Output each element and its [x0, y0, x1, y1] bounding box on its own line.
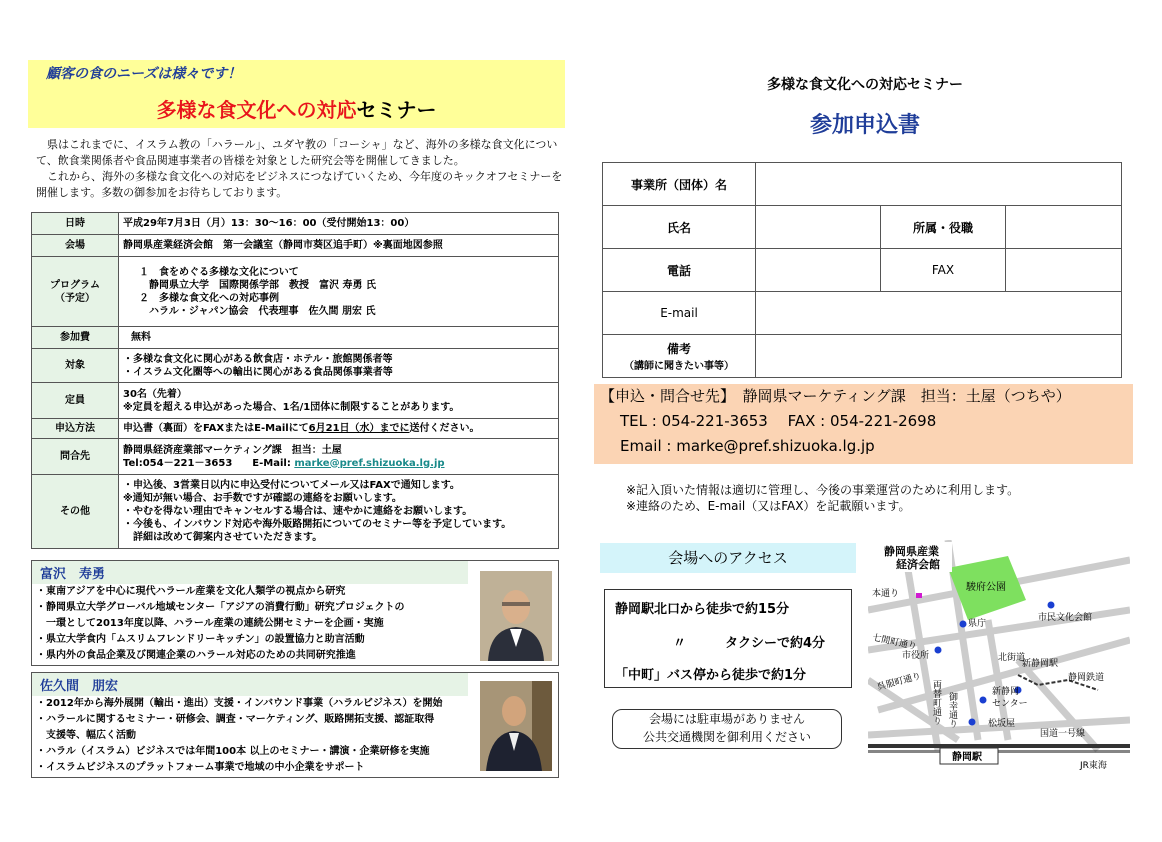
map-venue-label-1: 静岡県産業: [884, 545, 939, 558]
map-gofuku-label: 呉服町通り: [876, 671, 923, 693]
inquiry-email-link[interactable]: marke@pref.shizuoka.lg.jp: [294, 457, 445, 469]
inquiry-value: [119, 439, 559, 475]
sakuma-portrait-icon: [480, 681, 552, 771]
program-label: [32, 257, 119, 327]
name-label: 氏名: [603, 206, 756, 249]
access-heading: 会場へのアクセス: [600, 543, 856, 573]
profile-tomizawa-name: 富沢 寿勇: [32, 561, 468, 584]
access-line-2b: タクシーで約4分: [725, 636, 826, 651]
sakuma-photo: [480, 681, 552, 771]
profile-sakuma-line-4: ・ハラル（イスラム）ビジネスでは年間100本 以上のセミナー・講演・企業研修を実施: [36, 746, 430, 757]
program-label-main: プログラム: [50, 279, 100, 291]
capacity-line-1: 30名（先着）: [123, 388, 187, 400]
fax-field[interactable]: [1006, 249, 1122, 292]
contact-line-2: TEL : 054-221-3653 FAX : 054-221-2698: [620, 412, 937, 430]
remarks-field[interactable]: [756, 335, 1122, 378]
other-line-3: ・やむを得ない理由でキャンセルする場合は、速やかに連絡をお願いします。: [123, 506, 473, 517]
venue-value: 静岡県産業経済会館 第一会議室（静岡市葵区追手町）※裏面地図参照: [119, 235, 559, 257]
map-shinshizuoka-center-label-2: センター: [992, 699, 1028, 709]
map-shiyakusho-label: 市役所: [902, 651, 930, 661]
other-line-5: 詳細は改めて御案内させていただきます。: [123, 532, 323, 543]
target-line-2: ・イスラム文化圏等への輸出に関心がある食品関係事業者等: [123, 366, 393, 378]
tomizawa-photo: [480, 571, 552, 661]
intro-paragraph-2: これから、海外の多様な食文化への対応をビジネスにつなげていくため、今年度のキックオフセミナーを開催します。多数の御参加をお待ちしております。: [36, 170, 563, 199]
email-label: E-mail: [603, 292, 756, 335]
profile-tomizawa: [31, 560, 559, 666]
program-line-3: ２ 多様な食文化への対応事例: [139, 292, 279, 304]
remarks-label: [603, 335, 756, 378]
seminar-info-table: [31, 212, 559, 549]
program-label-sub: （予定）: [55, 292, 95, 304]
map-shinshizuoka-center-label-1: 新静岡: [992, 687, 1020, 697]
access-box: [604, 589, 852, 688]
apply-pre: 申込書（裏面）をFAXまたはE-Mailにて: [123, 423, 309, 434]
date-label: 日時: [32, 213, 119, 235]
access-map-svg: [868, 540, 1130, 770]
parking-line-1: 会場には駐車場がありません: [648, 712, 805, 726]
fee-label: 参加費: [32, 327, 119, 349]
tomizawa-portrait-icon: [480, 571, 552, 661]
apply-label: 申込方法: [32, 419, 119, 439]
target-line-1: ・多様な食文化に関心がある飲食店・ホテル・旅館関係者等: [123, 353, 393, 365]
other-value: [119, 475, 559, 549]
map-ryogae-label: 両替町通り: [931, 680, 941, 725]
intro-text: [36, 137, 564, 201]
fax-label: FAX: [881, 249, 1006, 292]
capacity-value: [119, 383, 559, 419]
target-label: 対象: [32, 349, 119, 383]
map-miyuki-label: 御幸通り: [947, 692, 957, 728]
dept-label: 所属・役職: [881, 206, 1006, 249]
apply-deadline: 6月21日（水）までに: [308, 423, 410, 434]
map-shizuoka-station-label: 静岡駅: [952, 752, 982, 763]
contact-box: [594, 384, 1133, 464]
capacity-label: 定員: [32, 383, 119, 419]
phone-field[interactable]: [756, 249, 881, 292]
inquiry-tel: Tel:054－221－3653 E-Mail:: [123, 457, 295, 469]
profile-sakuma: [31, 672, 559, 778]
map-shinshizuoka-station-label: 新静岡駅: [1022, 659, 1059, 669]
map-shichiken-label: 七間町通り: [871, 633, 918, 653]
seminar-title-red: 多様な食文化への対応: [156, 98, 357, 122]
profile-sakuma-name: 佐久間 朋宏: [32, 673, 468, 696]
remarks-label-main: 備考: [666, 342, 691, 356]
email-field[interactable]: [756, 292, 1122, 335]
inquiry-label: 問合先: [32, 439, 119, 475]
profile-sakuma-line-3: 支援等、幅広く活動: [36, 730, 136, 741]
access-line-2a: 〃: [673, 636, 687, 651]
intro-paragraph-1: 県はこれまでに、イスラム教の「ハラール」、ユダヤ教の「コーシャ」など、海外の多様な食文化について、飲食業関係者や食品関連事業者の皆様を対象とした研究会等を開催してきました。: [36, 138, 558, 167]
map-matsuzakaya-label: 松坂屋: [988, 719, 1016, 729]
note-line-1: ※記入頂いた情報は適切に管理し、今後の事業運営のために利用します。: [626, 483, 1020, 497]
other-line-1: ・申込後、3営業日以内に申込受付についてメール又はFAXで通知します。: [123, 480, 460, 491]
inquiry-line-2: [123, 457, 554, 470]
profile-sakuma-line-5: ・イスラムビジネスのプラットフォーム事業で地域の中小企業をサポート: [36, 762, 365, 773]
date-value: 平成29年7月3日（月）13：30～16：00（受付開始13：00）: [119, 213, 559, 235]
program-value: [119, 257, 559, 327]
access-line-3: 「中町」バス停から徒歩で約1分: [615, 668, 807, 683]
parking-notice: [612, 709, 842, 749]
program-line-4: ハラル・ジャパン協会 代表理事 佐久間 朋宏 氏: [149, 305, 376, 317]
apply-value: [119, 419, 559, 439]
map-kitakaido-label: 北街道: [998, 653, 1026, 663]
office-field[interactable]: [756, 163, 1122, 206]
map-shizutetsu-label: 静岡鉄道: [1068, 673, 1105, 683]
access-map: [868, 540, 1130, 770]
contact-line-3: Email : marke@pref.shizuoka.lg.jp: [620, 437, 875, 455]
profile-tomizawa-line-5: ・県内外の食品企業及び関連企業のハラール対応のための共同研究推進: [36, 650, 356, 661]
map-shimin-label: 市民文化会館: [1038, 613, 1093, 623]
profile-sakuma-line-2: ・ハラールに関するセミナー・研修会、調査・マーケティング、販路開拓支援、認証取得: [36, 714, 435, 725]
map-venue-label-2: 経済会館: [896, 558, 940, 571]
map-kencho-label: 県庁: [968, 619, 987, 629]
form-subtitle: 多様な食文化への対応セミナー: [767, 77, 963, 93]
program-line-1: １ 食をめぐる多様な文化について: [139, 266, 299, 278]
seminar-title-black: セミナー: [356, 98, 437, 122]
profile-tomizawa-line-1: ・東南アジアを中心に現代ハラール産業を文化人類学の視点から研究: [36, 586, 346, 597]
capacity-line-2: ※定員を超える申込があった場合、1名/1団体に制限することがあります。: [123, 401, 460, 413]
remarks-label-sub: （講師に聞きたい事等）: [624, 361, 734, 372]
map-honmachi-label: 本通り: [872, 589, 900, 599]
note-line-2: ※連絡のため、E-mail（又はFAX）を記載願います。: [626, 499, 911, 513]
office-label: 事業所（団体）名: [603, 163, 756, 206]
target-value: [119, 349, 559, 383]
profile-sakuma-line-1: ・2012年から海外展開（輸出・進出）支援・インバウンド事業（ハラルビジネス）を開始: [36, 698, 443, 709]
profile-tomizawa-line-4: ・県立大学食内「ムスリムフレンドリーキッチン」の設置協力と助言活動: [36, 634, 365, 645]
other-label: その他: [32, 475, 119, 549]
map-kokudo-label: 国道一号線: [1040, 729, 1086, 739]
other-line-2: ※通知が無い場合、お手数ですが確認の連絡をお願いします。: [123, 493, 402, 504]
fee-value: 無料: [119, 327, 559, 349]
map-park-label: 駿府公園: [966, 582, 1006, 593]
map-jr-label: JR東海: [1080, 761, 1107, 770]
other-line-4: ・今後も、インバウンド対応や海外販路開拓についてのセミナー等を予定しています。: [123, 519, 512, 530]
venue-label: 会場: [32, 235, 119, 257]
seminar-title: [28, 94, 565, 123]
profile-tomizawa-line-2: ・静岡県立大学グローバル地域センター「アジアの消費行動」研究プロジェクトの: [36, 602, 405, 613]
access-line-1: 静岡駅北口から徒歩で約15分: [615, 602, 790, 617]
contact-line-1: 【申込・問合せ先】 静岡県マーケティング課 担当：土屋（つちや）: [600, 387, 1071, 405]
inquiry-line-1: 静岡県経済産業部マーケティング課 担当：土屋: [123, 444, 342, 456]
phone-label: 電話: [603, 249, 756, 292]
program-line-2: 静岡県立大学 国際関係学部 教授 富沢 寿勇 氏: [149, 279, 376, 291]
profile-tomizawa-line-3: 一環として2013年度以降、ハラール産業の連続公開セミナーを企画・実施: [36, 618, 384, 629]
tagline: 顧客の食のニーズは様々です！: [46, 66, 242, 82]
name-field[interactable]: [756, 206, 881, 249]
apply-post: 送付ください。: [409, 423, 480, 434]
privacy-notes: [626, 482, 1019, 514]
parking-line-2: 公共交通機関を御利用ください: [642, 730, 811, 744]
application-form: [602, 162, 1122, 378]
dept-field[interactable]: [1006, 206, 1122, 249]
form-title: 参加申込書: [809, 113, 920, 138]
